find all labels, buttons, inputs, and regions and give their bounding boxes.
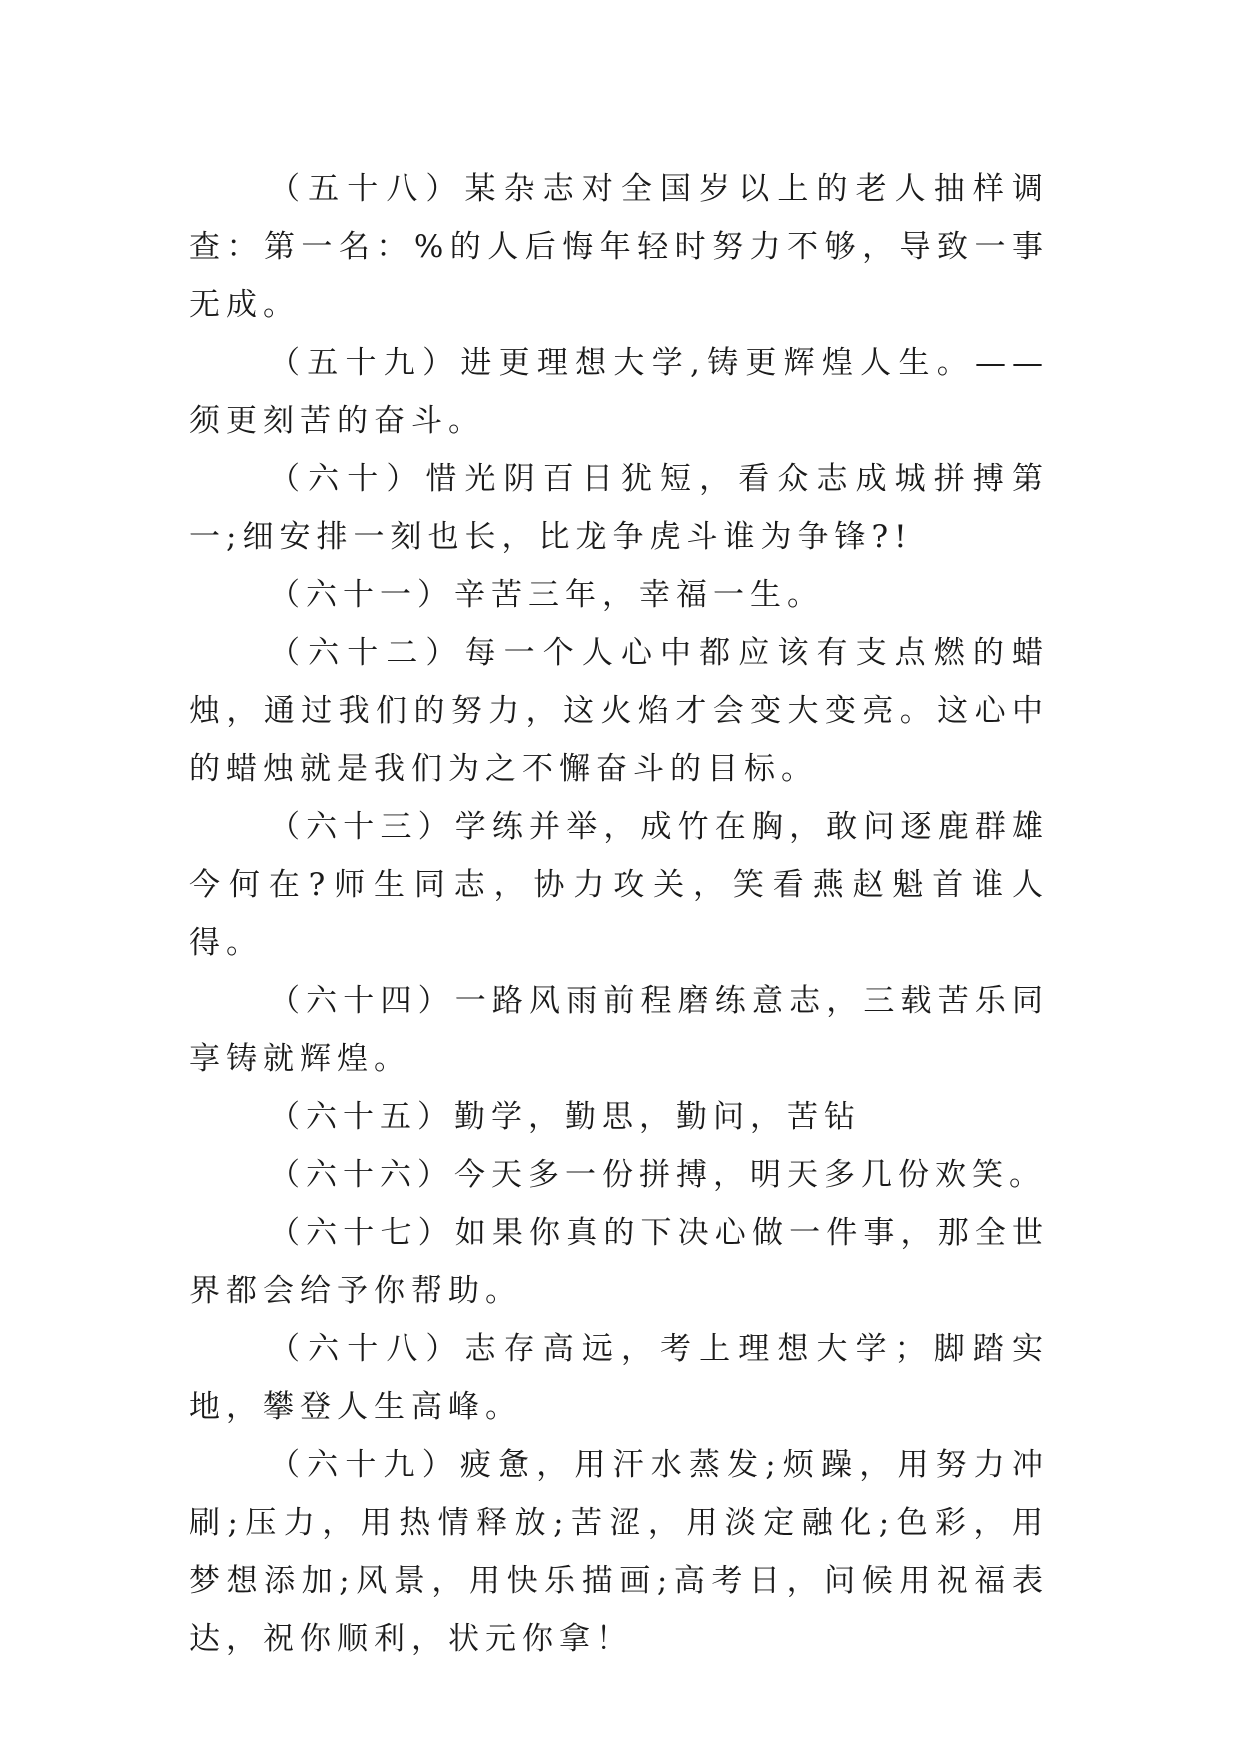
paragraph-64: （六十四）一路风雨前程磨练意志，三载苦乐同享铸就辉煌。	[189, 983, 1049, 1077]
paragraph-66: （六十六）今天多一份拼搏，明天多几份欢笑。	[269, 1157, 1046, 1193]
paragraph-65: （六十五）勤学，勤思，勤问，苦钻	[269, 1099, 861, 1135]
paragraph-61: （六十一）辛苦三年，幸福一生。	[269, 577, 824, 613]
paragraph-59: （五十九）进更理想大学,铸更辉煌人生。——须更刻苦的奋斗。	[189, 345, 1049, 439]
paragraph-63: （六十三）学练并举，成竹在胸，敢问逐鹿群雄今何在?师生同志，协力攻关，笑看燕赵魁首谁人得。	[189, 809, 1049, 961]
paragraph-69: （六十九）疲惫，用汗水蒸发;烦躁，用努力冲刷;压力，用热情释放;苦涩，用淡定融化;色彩，用梦想添加;风景，用快乐描画;高考日，问候用祝福表达，祝你顺利，状元你拿！	[189, 1447, 1049, 1657]
document-body	[189, 160, 1049, 1668]
paragraph-58: （五十八）某杂志对全国岁以上的老人抽样调查：第一名：%的人后悔年轻时努力不够，导致一事无成。	[189, 171, 1049, 323]
paragraph-60: （六十）惜光阴百日犹短，看众志成城拼搏第一;细安排一刻也长，比龙争虎斗谁为争锋?!	[189, 461, 1049, 555]
paragraph-62: （六十二）每一个人心中都应该有支点燃的蜡烛，通过我们的努力，这火焰才会变大变亮。这心中的蜡烛就是我们为之不懈奋斗的目标。	[189, 635, 1049, 787]
paragraph-68: （六十八）志存高远，考上理想大学；脚踏实地，攀登人生高峰。	[189, 1331, 1049, 1425]
paragraph-67: （六十七）如果你真的下决心做一件事，那全世界都会给予你帮助。	[189, 1215, 1049, 1309]
